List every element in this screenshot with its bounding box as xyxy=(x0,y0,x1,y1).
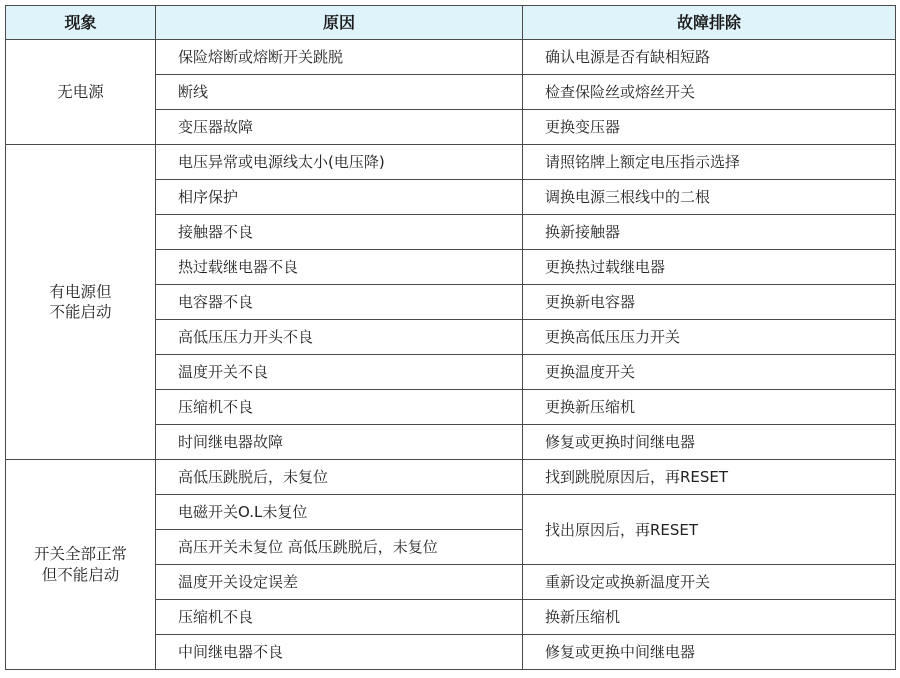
symptom-cell xyxy=(6,460,156,670)
fix-cell: 更换高低压压力开关 xyxy=(523,320,896,355)
cause-cell: 中间继电器不良 xyxy=(156,635,523,670)
cause-cell: 热过载继电器不良 xyxy=(156,250,523,285)
cause-cell: 时间继电器故障 xyxy=(156,425,523,460)
cause-cell: 高低压压力开头不良 xyxy=(156,320,523,355)
fix-cell: 调换电源三根线中的二根 xyxy=(523,180,896,215)
symptom-line: 不能启动 xyxy=(49,303,112,321)
fix-cell: 修复或更换中间继电器 xyxy=(523,635,896,670)
symptom-line: 开关全部正常 xyxy=(33,545,127,564)
cause-cell: 电压异常或电源线太小(电压降) xyxy=(156,145,523,180)
cause-cell: 高低压跳脱后，未复位 xyxy=(156,460,523,495)
symptom-cell xyxy=(6,145,156,460)
fix-cell: 换新接触器 xyxy=(523,215,896,250)
cause-cell: 相序保护 xyxy=(156,180,523,215)
symptom-cell xyxy=(6,40,156,145)
fix-cell: 确认电源是否有缺相短路 xyxy=(523,40,896,75)
fix-cell: 修复或更换时间继电器 xyxy=(523,425,896,460)
symptom-line: 有电源但 xyxy=(49,282,112,301)
fix-cell: 换新压缩机 xyxy=(523,600,896,635)
fix-cell: 更换变压器 xyxy=(523,110,896,145)
table-row xyxy=(6,145,896,180)
table-row xyxy=(6,460,896,495)
cause-cell: 温度开关不良 xyxy=(156,355,523,390)
header-symptom: 现象 xyxy=(6,6,156,40)
troubleshooting-table xyxy=(5,5,896,670)
fix-cell: 更换新电容器 xyxy=(523,285,896,320)
fix-cell: 找出原因后，再RESET xyxy=(523,495,896,565)
table-body xyxy=(6,40,896,670)
cause-cell: 保险熔断或熔断开关跳脱 xyxy=(156,40,523,75)
cause-cell: 高压开关未复位 高低压跳脱后，未复位 xyxy=(156,530,523,565)
cause-cell: 电容器不良 xyxy=(156,285,523,320)
cause-cell: 温度开关设定误差 xyxy=(156,565,523,600)
fix-cell: 更换温度开关 xyxy=(523,355,896,390)
table-row xyxy=(6,40,896,75)
cause-cell: 接触器不良 xyxy=(156,215,523,250)
cause-cell: 断线 xyxy=(156,75,523,110)
cause-cell: 电磁开关O.L未复位 xyxy=(156,495,523,530)
fix-cell: 请照铭牌上额定电压指示选择 xyxy=(523,145,896,180)
cause-cell: 压缩机不良 xyxy=(156,390,523,425)
fix-cell: 找到跳脱原因后，再RESET xyxy=(523,460,896,495)
symptom-line: 无电源 xyxy=(57,82,104,101)
fix-cell: 更换新压缩机 xyxy=(523,390,896,425)
header-cause: 原因 xyxy=(156,6,523,40)
table-header-row xyxy=(6,6,896,40)
fix-cell: 更换热过载继电器 xyxy=(523,250,896,285)
fix-cell: 检查保险丝或熔丝开关 xyxy=(523,75,896,110)
header-fix: 故障排除 xyxy=(523,6,896,40)
symptom-line: 但不能启动 xyxy=(41,565,120,584)
cause-cell: 变压器故障 xyxy=(156,110,523,145)
fix-cell: 重新设定或换新温度开关 xyxy=(523,565,896,600)
cause-cell: 压缩机不良 xyxy=(156,600,523,635)
